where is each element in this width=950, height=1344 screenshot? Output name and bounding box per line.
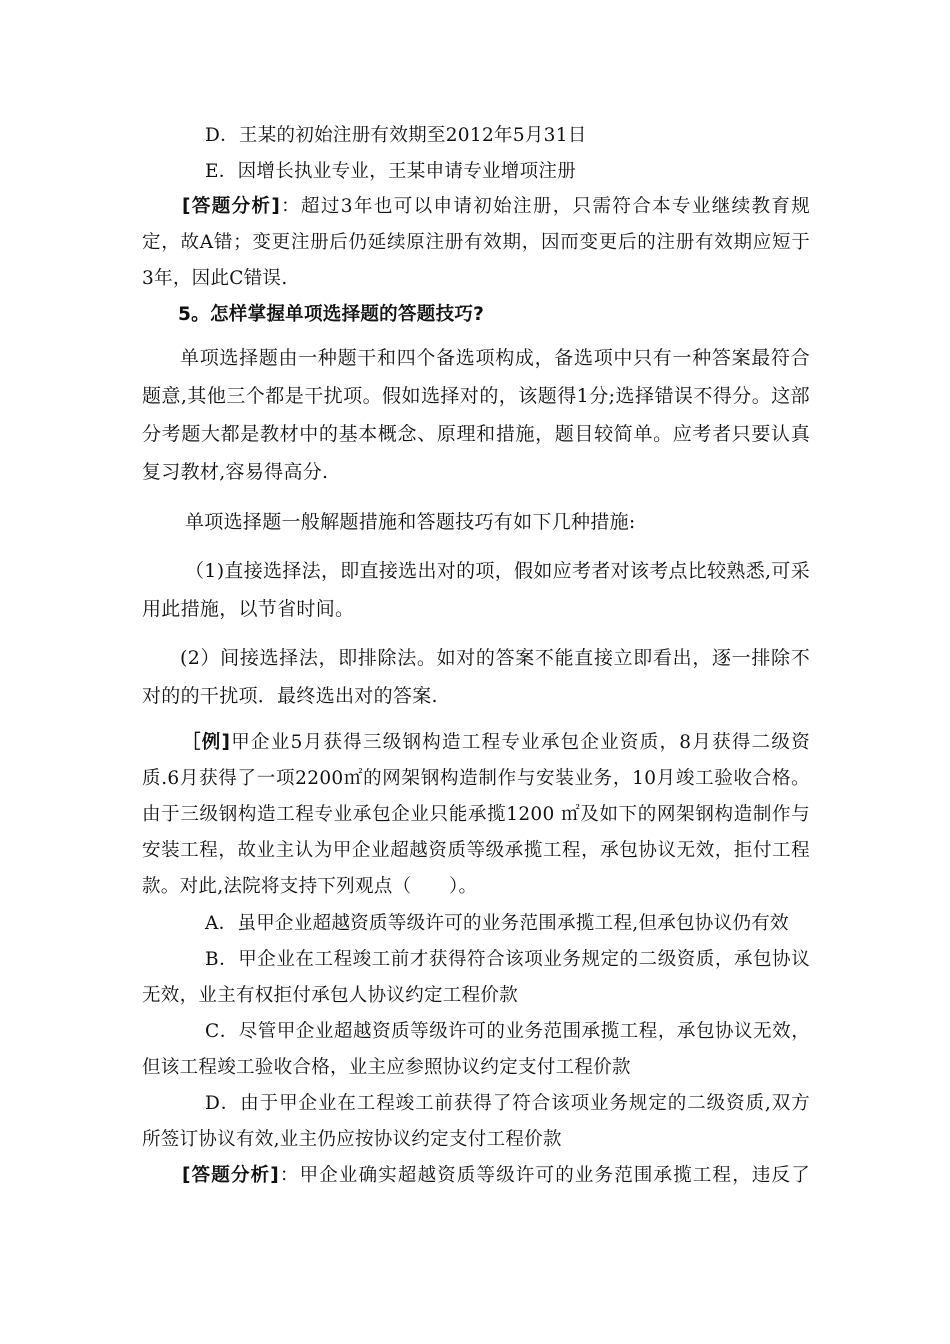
analysis-label: [答题分析] [182, 196, 281, 217]
para2: 单项选择题一般解题措施和答题技巧有如下几种措施: [185, 511, 636, 533]
method1-line-2: 用此措施，以节省时间。 [142, 598, 355, 620]
example-option-b-line-1: B．甲企业在工程竣工前才获得符合该项业务规定的二级资质，承包协议 [205, 949, 810, 970]
example-label: ［例] [182, 732, 231, 753]
analysis-line-1: [答题分析]：超过3年也可以申请初始注册，只需符合本专业继续教育规 [182, 196, 810, 217]
analysis-line-3: 3年，因此C错误. [142, 268, 288, 289]
example-line-5: 款。对此,法院将支持下列观点（ ）。 [142, 876, 478, 897]
section-heading: 5。怎样掌握单项选择题的答题技巧? [178, 304, 485, 325]
example-line-4: 安装工程，故业主认为甲企业超越资质等级承揽工程，承包协议无效，拒付工程 [142, 840, 810, 861]
para1-line-2: 题意,其他三个都是干扰项。假如选择对的，该题得1分;选择错误不得分。这部 [142, 385, 810, 407]
example-line-3: 由于三级钢构造工程专业承包企业只能承揽1200 ㎡及如下的网架钢构造制作与 [142, 804, 810, 825]
analysis-line-2: 定，故A错；变更注册后仍延续原注册有效期，因而变更后的注册有效期应短于 [142, 232, 810, 253]
example-option-c-line-1: C．尽管甲企业超越资质等级许可的业务范围承揽工程，承包协议无效， [205, 1021, 810, 1042]
example-line-2: 质.6月获得了一项2200㎡的网架钢构造制作与安装业务，10月竣工验收合格。 [142, 768, 810, 789]
example-line-1: ［例]甲企业5月获得三级钢构造工程专业承包企业资质，8月获得二级资 [182, 732, 811, 753]
example-option-a: A．虽甲企业超越资质等级许可的业务范围承揽工程,但承包协议仍有效 [205, 913, 789, 934]
example-analysis-line: [答题分析]：甲企业确实超越资质等级许可的业务范围承揽工程，违反了 [182, 1165, 810, 1186]
example-option-d-line-2: 所签订协议有效,业主仍应按协议约定支付工程价款 [142, 1129, 562, 1150]
example-analysis-label: [答题分析] [182, 1165, 280, 1186]
method2-line-2: 对的的干扰项．最终选出对的答案. [142, 685, 438, 707]
example-option-c-line-2: 但该工程竣工验收合格，业主应参照协议约定支付工程价款 [142, 1057, 631, 1078]
example-option-b-line-2: 无效，业主有权拒付承包人协议约定工程价款 [142, 985, 519, 1006]
option-e: E．因增长执业专业，王某申请专业增项注册 [205, 161, 577, 182]
option-d: D．王某的初始注册有效期至2012年5月31日 [205, 125, 587, 146]
para1-line-1: 单项选择题由一种题干和四个备选项构成，备选项中只有一种答案最符合 [180, 347, 810, 369]
method2-line-1: (2）间接选择法，即排除法。如对的答案不能直接立即看出，逐一排除不 [180, 647, 810, 669]
para1-line-4: 复习教材,容易得高分. [142, 461, 329, 483]
example-option-d-line-1: D．由于甲企业在工程竣工前获得了符合该项业务规定的二级资质,双方 [205, 1093, 810, 1114]
para1-line-3: 分考题大都是教材中的基本概念、原理和措施，题目较简单。应考者只要认真 [142, 423, 810, 445]
method1-line-1: （1)直接选择法，即直接选出对的项，假如应考者对该考点比较熟悉,可采 [185, 560, 810, 582]
